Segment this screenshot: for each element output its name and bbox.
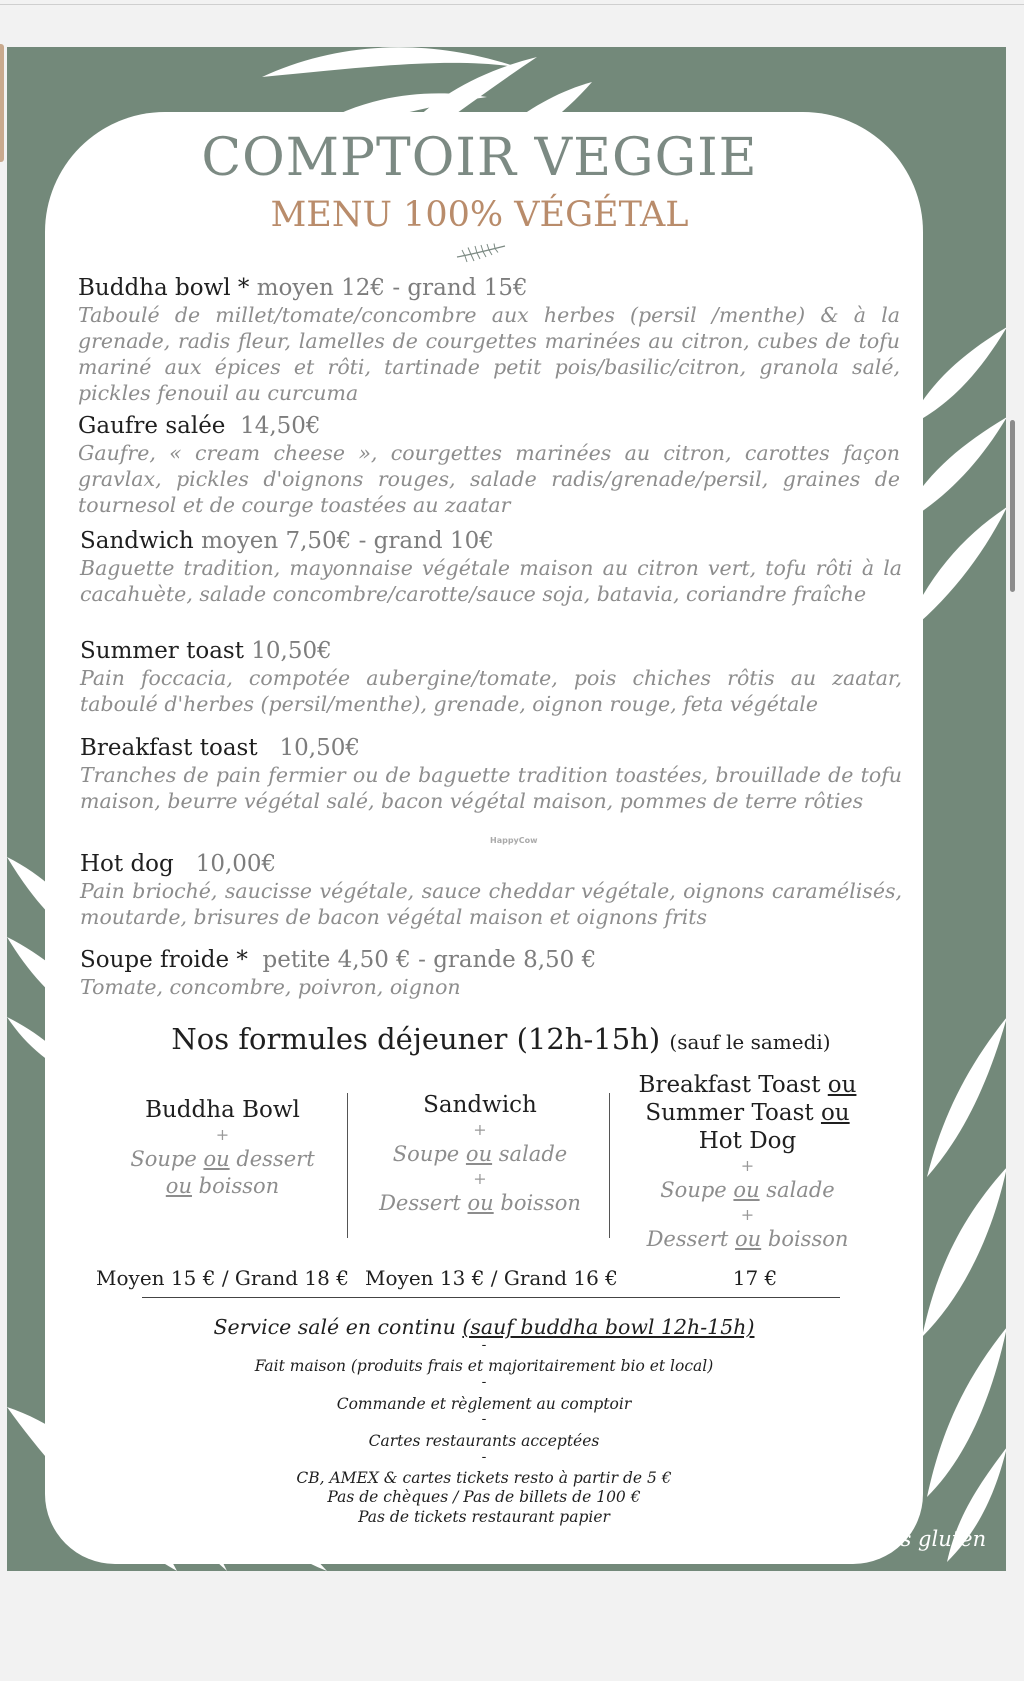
- menu-item-breakfast-toast: [80, 734, 902, 814]
- formulas-note: (sauf le samedi): [669, 1030, 831, 1054]
- commande-info: Commande et règlement au comptoir: [336, 1395, 632, 1413]
- item-name: Hot dog: [80, 851, 174, 877]
- divider-line: [142, 1297, 840, 1298]
- item-name: Sandwich: [80, 528, 194, 554]
- menu-item-summer-toast: [80, 637, 902, 717]
- item-name: Gaufre salée: [78, 413, 226, 439]
- formula-price: Moyen 15 € / Grand 18 €: [96, 1266, 349, 1290]
- tickets-info: Pas de tickets restaurant papier: [358, 1508, 610, 1526]
- happycow-watermark: HappyCow: [490, 836, 538, 845]
- menu-item-hot-dog: [80, 850, 902, 930]
- formula-options: Soupe ou salade: [392, 1142, 568, 1166]
- formula-toasts-hotdog: Breakfast Toast ou Summer Toast ou Hot Dog + Soupe ou salade + Dessert ou boisson: [625, 1071, 870, 1253]
- column-divider: [609, 1093, 610, 1238]
- item-price: moyen 12€ - grand 15€: [256, 275, 528, 301]
- formula-sandwich: Sandwich + Soupe ou salade + Dessert ou boisson: [365, 1091, 595, 1217]
- item-description: Baguette tradition, mayonnaise végétale maison au citron vert, tofu rôti à la cacahuète, salade concombre/carotte/sauce soja, batavia, coriandre fraîche: [80, 556, 902, 606]
- item-description: Tomate, concombre, poivron, oignon: [80, 975, 461, 999]
- item-description: Pain foccacia, compotée aubergine/tomate, pois chiches rôtis au zaatar, taboulé d'herbes (persil/menthe), grenade, oignon rouge, feta végétale: [80, 666, 902, 716]
- formula-options: Dessert ou boisson: [379, 1191, 581, 1215]
- item-name: Breakfast toast: [80, 735, 258, 761]
- item-name: Soupe froide *: [80, 947, 248, 973]
- formula-name: Breakfast Toast ou Summer Toast ou Hot Dog: [638, 1072, 857, 1154]
- formula-options: Dessert ou boisson: [646, 1227, 849, 1251]
- sans-gluten-note: * Sans gluten: [843, 1527, 987, 1551]
- formula-buddha-bowl: Buddha Bowl + Soupe ou dessert ou boisson: [115, 1096, 330, 1200]
- item-price: 10,00€: [195, 851, 277, 877]
- menu-item-gaufre-salee: [78, 412, 900, 518]
- formula-name: Buddha Bowl: [145, 1097, 300, 1123]
- formula-price: 17 €: [732, 1266, 778, 1290]
- menu-item-buddha-bowl: [78, 274, 900, 406]
- formula-name: Sandwich: [423, 1092, 537, 1118]
- formulas-title: Nos formules déjeuner (12h-15h) (sauf le samedi): [171, 1022, 831, 1056]
- page-title: COMPTOIR VEGGIE: [201, 128, 758, 188]
- formula-price: Moyen 13 € / Grand 16 €: [365, 1266, 618, 1290]
- service-info: Service salé en continu (sauf buddha bowl 12h-15h): [213, 1315, 755, 1339]
- item-description: Tranches de pain fermier ou de baguette tradition toastées, brouillade de tofu maison, beurre végétal salé, bacon végétal maison, pommes de terre rôties: [80, 763, 902, 813]
- page-subtitle: MENU 100% VÉGÉTAL: [270, 195, 689, 235]
- cb-info: CB, AMEX & cartes tickets resto à partir de 5 €: [296, 1469, 672, 1487]
- item-name: Summer toast: [80, 638, 244, 664]
- item-description: Taboulé de millet/tomate/concombre aux herbes (persil /menthe) & à la grenade, radis fleur, lamelles de courgettes marinées au citron, cubes de tofu mariné aux épices et rôti, tartinade petit pois/basilic/citron, granola salé, pickles fenouil au curcuma: [78, 303, 900, 405]
- item-description: Gaufre, « cream cheese », courgettes marinées au citron, carottes façon gravlax, pickles d'oignons rouges, salade radis/grenade/persil, graines de tournesol et de courge toastées au zaatar: [78, 441, 900, 517]
- cartes-info: Cartes restaurants acceptées: [368, 1432, 600, 1450]
- fern-sprig-icon: [455, 243, 507, 263]
- item-price: petite 4,50 € - grande 8,50 €: [262, 947, 597, 973]
- menu-content: COMPTOIR VEGGIE MENU 100% VÉGÉTAL Buddha bowl * moyen 12€ - grand 15€ Taboulé de millet/tomate/concombre aux herbes (persil /menthe) & à la grenade, radis fleur, lamelles de courgettes marinées au citron, cubes de tofu mariné aux épices et rôti, tartinade petit pois/basilic/citron, granola salé, pickles fenouil au curcuma Gaufre salée 14,50€ Gaufre, « cream cheese », courgettes marinées au citron, carottes façon gravlax, pickles d'oignons rouges, salade radis/grenade/persil, graines de tournesol et de courge toastées au zaatar Sandwich moyen 7,50€ - grand 10€ Baguette tradition, mayonnaise végétale maison au citron vert, tofu rôti à la cacahuète, salade concombre/carotte/sauce soja, batavia, coriandre fraîche Summer toast 10,50€ Pain foccacia, compotée aubergine/tomate, pois chiches rôtis au zaatar, taboulé d'herbes (persil/menthe), grenade, oignon rouge, feta végétale Breakfast toast 10,50€ Tranches de pain fermier ou de baguette tradition toastées, brouillade de tofu maison, beurre végétal salé, bacon végétal maison, pommes de terre rôties HappyCow Hot dog 10,00€ Pain brioché, saucisse végétale, sauce cheddar végétale, oignons caramélisés, moutarde, brisures de bacon végétal maison et oignons frits Soupe froide * petite 4,50 € - grande 8,50 € Tomate, concombre, poivron, oignon Nos formules déjeuner (12h-15h) (sauf le samedi) Buddha Bowl + Soupe ou dessert ou boisson Sandwich + Soupe ou salade + Dessert ou boisson Breakfast Toast ou Summer Toast ou Hot Dog + Soupe ou salade + Dessert ou boisson Moyen 15 € / Grand 18 € Moyen 13 € / Grand 16 € 17 € Service salé en continu (sauf buddha bowl 12h-15h) - Fait maison (produits frais et majoritairement bio et local) - Commande et règlement au comptoir - Cartes restaurants acceptées - CB, AMEX & cartes tickets resto à partir de 5 € Pas de chèques / Pas de billets de 100 € Pas de tickets restaurant papier * Sans gluten: [0, 0, 1024, 1681]
- menu-item-soupe-froide: [80, 946, 902, 1000]
- formula-options: Soupe ou salade: [660, 1178, 835, 1202]
- column-divider: [347, 1093, 348, 1238]
- item-price: 10,50€: [279, 735, 361, 761]
- formula-options: Soupe ou dessert ou boisson: [130, 1147, 315, 1198]
- item-price: 10,50€: [251, 638, 332, 664]
- cheques-info: Pas de chèques / Pas de billets de 100 €: [327, 1488, 641, 1506]
- scrollbar[interactable]: [1010, 420, 1015, 592]
- item-price: moyen 7,50€ - grand 10€: [201, 528, 494, 554]
- menu-item-sandwich: [80, 527, 902, 607]
- fait-maison-info: Fait maison (produits frais et majoritairement bio et local): [254, 1357, 714, 1375]
- item-description: Pain brioché, saucisse végétale, sauce cheddar végétale, oignons caramélisés, moutarde, brisures de bacon végétal maison et oignons frits: [80, 879, 902, 929]
- item-name: Buddha bowl *: [78, 275, 250, 301]
- item-price: 14,50€: [240, 413, 321, 439]
